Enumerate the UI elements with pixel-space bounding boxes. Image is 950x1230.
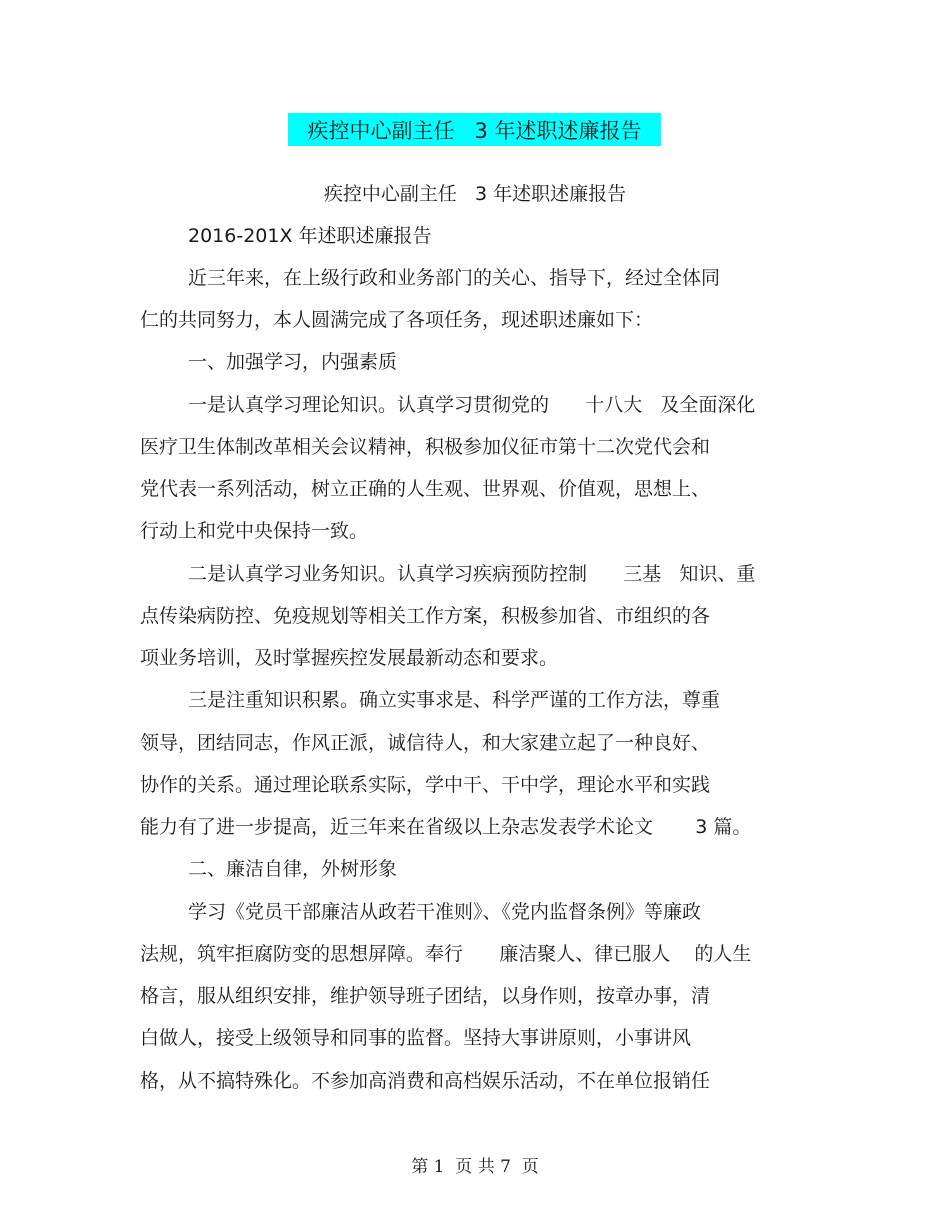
text-line: 近三年来，在上级行政和业务部门的关心、指导下，经过全体同	[188, 267, 721, 289]
document-subtitle: 疾控中心副主任 3 年述职述廉报告	[323, 183, 627, 205]
text-line: 学习《党员干部廉洁从政若干准则》、《党内监督条例》等廉政	[188, 901, 702, 923]
text-line: 格，从不搞特殊化。不参加高消费和高档娱乐活动，不在单位报销任	[140, 1070, 711, 1092]
text-line: 党代表一系列活动，树立正确的人生观、世界观、价值观，思想上、	[140, 478, 711, 500]
document-title: 疾控中心副主任 3 年述职述廉报告	[307, 118, 642, 143]
title-highlight	[288, 113, 661, 146]
text-line: 医疗卫生体制改革相关会议精神，积极参加仪征市第十二次党代会和	[140, 436, 711, 458]
text-line: 二是认真学习业务知识。认真学习疾病预防控制 三基 知识、重	[188, 563, 756, 585]
text-line: 点传染病防控、免疫规划等相关工作方案，积极参加省、市组织的各	[140, 605, 711, 627]
text-line: 项业务培训，及时掌握疾控发展最新动态和要求。	[140, 647, 559, 669]
text-line: 法规，筑牢拒腐防变的思想屏障。奉行 廉洁聚人、律已服人 的人生	[140, 943, 752, 965]
text-line: 格言，服从组织安排，维护领导班子团结，以身作则，按章办事，清	[140, 985, 711, 1007]
text-line: 仁的共同努力，本人圆满完成了各项任务，现述职述廉如下：	[140, 309, 654, 331]
text-line: 领导，团结同志，作风正派，诚信待人，和大家建立起了一种良好、	[140, 732, 711, 754]
text-line: 能力有了进一步提高，近三年来在省级以上杂志发表学术论文 3 篇。	[140, 816, 752, 838]
text-line: 协作的关系。通过理论联系实际，学中干、干中学，理论水平和实践	[140, 774, 711, 796]
text-line: 三是注重知识积累。确立实事求是、科学严谨的工作方法，尊重	[188, 689, 721, 711]
section-heading: 二、廉洁自律，外树形象	[188, 858, 398, 880]
text-line: 2016-201X 年述职述廉报告	[188, 225, 432, 247]
section-heading: 一、加强学习，内强素质	[188, 351, 398, 373]
text-line: 行动上和党中央保持一致。	[140, 520, 369, 542]
text-line: 白做人，接受上级领导和同事的监督。坚持大事讲原则，小事讲风	[140, 1027, 692, 1049]
text-line: 一是认真学习理论知识。认真学习贯彻党的 十八大 及全面深化	[188, 394, 756, 416]
page-footer: 第 1 页 共 7 页	[411, 1157, 539, 1177]
